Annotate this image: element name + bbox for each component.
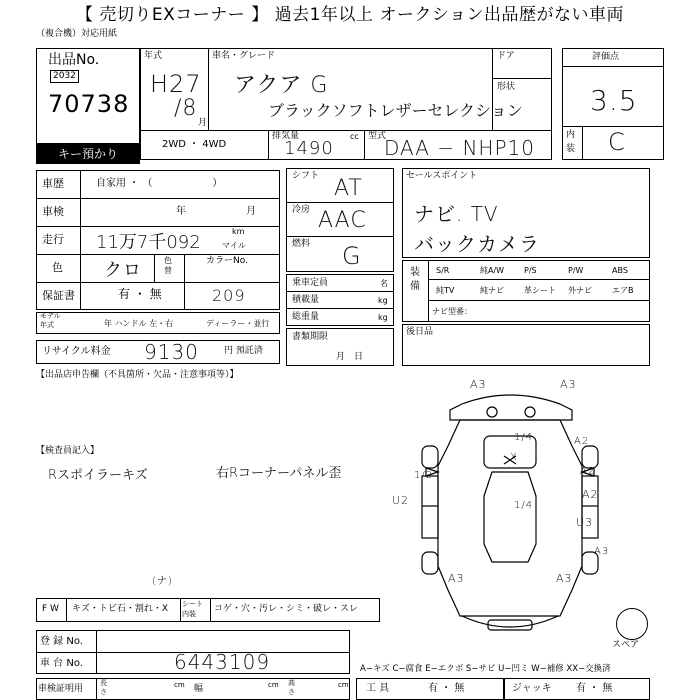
- ac-label: 冷房: [292, 205, 311, 215]
- warranty-label: 保証書: [42, 289, 75, 302]
- later-label: 後日品: [406, 327, 434, 337]
- paper-note: （複合機）対応用紙: [36, 29, 118, 39]
- year-label: 年式: [144, 51, 163, 61]
- ac-value: AAC: [318, 208, 367, 233]
- fw-label: F W: [42, 604, 59, 614]
- damage-mark: X: [510, 452, 518, 463]
- equipment-item: エアB: [612, 286, 634, 295]
- fw-note: (ナ): [152, 576, 173, 587]
- lot-label: 出品No.: [48, 52, 100, 68]
- shift-label: シフト: [292, 171, 320, 181]
- year-value: H27: [150, 70, 202, 98]
- width-label: 幅: [194, 684, 204, 694]
- spare-label: スペア: [612, 640, 640, 650]
- damage-mark: A3: [470, 378, 487, 391]
- recycle-value: 9130: [144, 340, 199, 364]
- weight-label: 総重量: [292, 312, 320, 322]
- damage-mark: A3: [448, 572, 465, 585]
- color-no-value: 209: [212, 286, 246, 305]
- jack-label: ジャッキ: [512, 683, 552, 694]
- cc-unit: cc: [350, 132, 359, 141]
- damage-note: 1/2: [414, 470, 434, 481]
- mileage-label: 走行: [42, 233, 64, 246]
- equipment-item: S/R: [436, 266, 450, 275]
- inspector-label: 【検査員記入】: [36, 446, 100, 456]
- sales-label: セールスポイント: [406, 171, 478, 181]
- damage-mark: A3: [556, 572, 573, 585]
- history-value: 自家用 ・ （ ）: [96, 178, 223, 189]
- equipment-item: P/S: [524, 266, 537, 275]
- month-unit: 月: [198, 118, 208, 128]
- navi-model-label: ナビ型番：: [432, 307, 472, 316]
- lot-number: 70738: [48, 90, 130, 118]
- drive-label: 2WD ・ 4WD: [162, 139, 227, 150]
- sales-line-1: ナビ. TV: [414, 202, 499, 226]
- score-label: 評価点: [592, 52, 620, 62]
- certificate-box: [36, 678, 350, 700]
- inspector-note-1: Rスポイラーキズ: [48, 468, 148, 483]
- length-label: 長さ: [100, 679, 107, 696]
- color-value: クロ: [104, 260, 142, 281]
- inspector-note-2: 右Rコーナーパネル歪: [216, 466, 342, 481]
- name-value: アクア G: [234, 73, 329, 98]
- interior-value: C: [608, 128, 626, 156]
- sales-line-2: バックカメラ: [414, 232, 540, 256]
- model-year-label: モデル年式: [40, 312, 61, 329]
- color-no-label: カラーNo.: [206, 256, 248, 266]
- recycle-label: リサイクル料金: [42, 346, 111, 357]
- chassis-label: 車 台 No.: [40, 658, 83, 669]
- chassis-value: 6443109: [174, 650, 271, 674]
- registration-label: 登 録 No.: [40, 636, 83, 647]
- equipment-label: 装備: [410, 267, 420, 292]
- month-value: /8: [174, 96, 198, 121]
- door-label: ドア: [497, 51, 515, 61]
- interior-label-1: 内: [566, 130, 576, 140]
- tool-label: 工 具: [366, 683, 390, 694]
- capacity-unit: 名: [380, 279, 388, 288]
- car-damage-diagram: [400, 376, 620, 646]
- equipment-item: 純TV: [436, 286, 455, 295]
- fuel-value: G: [342, 242, 362, 270]
- color-label: 色: [52, 261, 63, 274]
- spare-tire-icon: [616, 608, 648, 640]
- displacement-value: 1490: [284, 138, 334, 159]
- displacement-label: 排気量: [272, 131, 300, 141]
- report-label: 【出品店申告欄（不具箇所・欠品・注意事項等）】: [36, 370, 239, 380]
- grade-value: ブラックソフトレザーセレクション: [268, 101, 523, 120]
- model-value: DAA − NHP10: [384, 136, 535, 160]
- weight-unit: kg: [378, 313, 388, 322]
- expiry-label: 書類期限: [292, 332, 329, 342]
- shift-value: AT: [334, 176, 363, 201]
- model-label: 型式: [368, 131, 387, 141]
- capacity-label: 乗車定員: [292, 278, 329, 288]
- inspection-year-unit: 年: [176, 206, 186, 217]
- damage-mark: A2: [580, 466, 596, 477]
- equipment-item: 純ナビ: [480, 286, 504, 295]
- mile-unit: マイル: [222, 241, 246, 250]
- damage-mark: U3: [576, 516, 594, 529]
- history-label: 車歴: [42, 177, 64, 190]
- load-label: 積載量: [292, 295, 320, 305]
- length-unit: cm: [174, 681, 185, 689]
- inspection-month-unit: 月: [246, 206, 256, 217]
- dealer-label: ディーラー・並行: [206, 319, 270, 328]
- later-box: [402, 324, 650, 366]
- damage-note: 1/4: [514, 432, 534, 443]
- score-value: 3.5: [590, 84, 638, 117]
- equipment-item: P/W: [568, 266, 584, 275]
- certificate-label: 車検証明用: [38, 684, 84, 694]
- equipment-item: 外ナビ: [568, 286, 592, 295]
- seat-label: シート内装: [182, 600, 203, 618]
- height-unit: cm: [338, 681, 349, 689]
- damage-mark: U2: [392, 494, 410, 507]
- recycle-unit: 円 預託済: [224, 346, 263, 356]
- tool-value: 有 ・ 無: [428, 683, 465, 694]
- load-unit: kg: [378, 296, 388, 305]
- warranty-value: 有 ・ 無: [118, 287, 162, 301]
- damage-mark: A2: [582, 488, 599, 501]
- equipment-item: ABS: [612, 266, 628, 275]
- damage-mark: A3: [594, 546, 610, 557]
- key-label: キー預かり: [36, 144, 140, 164]
- inspection-label: 車検: [42, 205, 64, 218]
- mileage-value: 11万7千092: [96, 232, 201, 253]
- page-banner: 【 売切りEXコーナー 】 過去1年以上 オークション出品歴がない車両: [76, 5, 624, 25]
- color-change-label: 色替: [164, 256, 172, 275]
- equipment-item: 純A/W: [480, 266, 505, 275]
- shape-label: 形状: [497, 82, 516, 92]
- jack-value: 有 ・ 無: [576, 683, 613, 694]
- damage-mark: A2: [574, 436, 590, 447]
- fw-value: キズ・トビ石・割れ・X: [72, 604, 168, 614]
- damage-legend: A−キズ C−腐食 E−エクボ S−サビ U−凹ミ W−補修 XX−交換済: [360, 664, 611, 674]
- handle-label: 年 ハンドル 左・右: [104, 319, 174, 328]
- width-unit: cm: [268, 681, 279, 689]
- name-label: 車名・グレード: [212, 51, 276, 61]
- km-unit: km: [232, 227, 245, 236]
- seat-value: コゲ・穴・汚レ・シミ・破レ・スレ: [214, 604, 359, 614]
- expiry-unit: 月 日: [336, 352, 364, 362]
- interior-label-2: 装: [566, 144, 576, 154]
- height-label: 高さ: [288, 679, 295, 696]
- damage-mark: A3: [560, 378, 577, 391]
- damage-note: 1/4: [514, 500, 534, 511]
- equipment-item: 革シート: [524, 286, 556, 295]
- lot-sub: 2032: [50, 70, 79, 83]
- fuel-label: 燃料: [292, 239, 311, 249]
